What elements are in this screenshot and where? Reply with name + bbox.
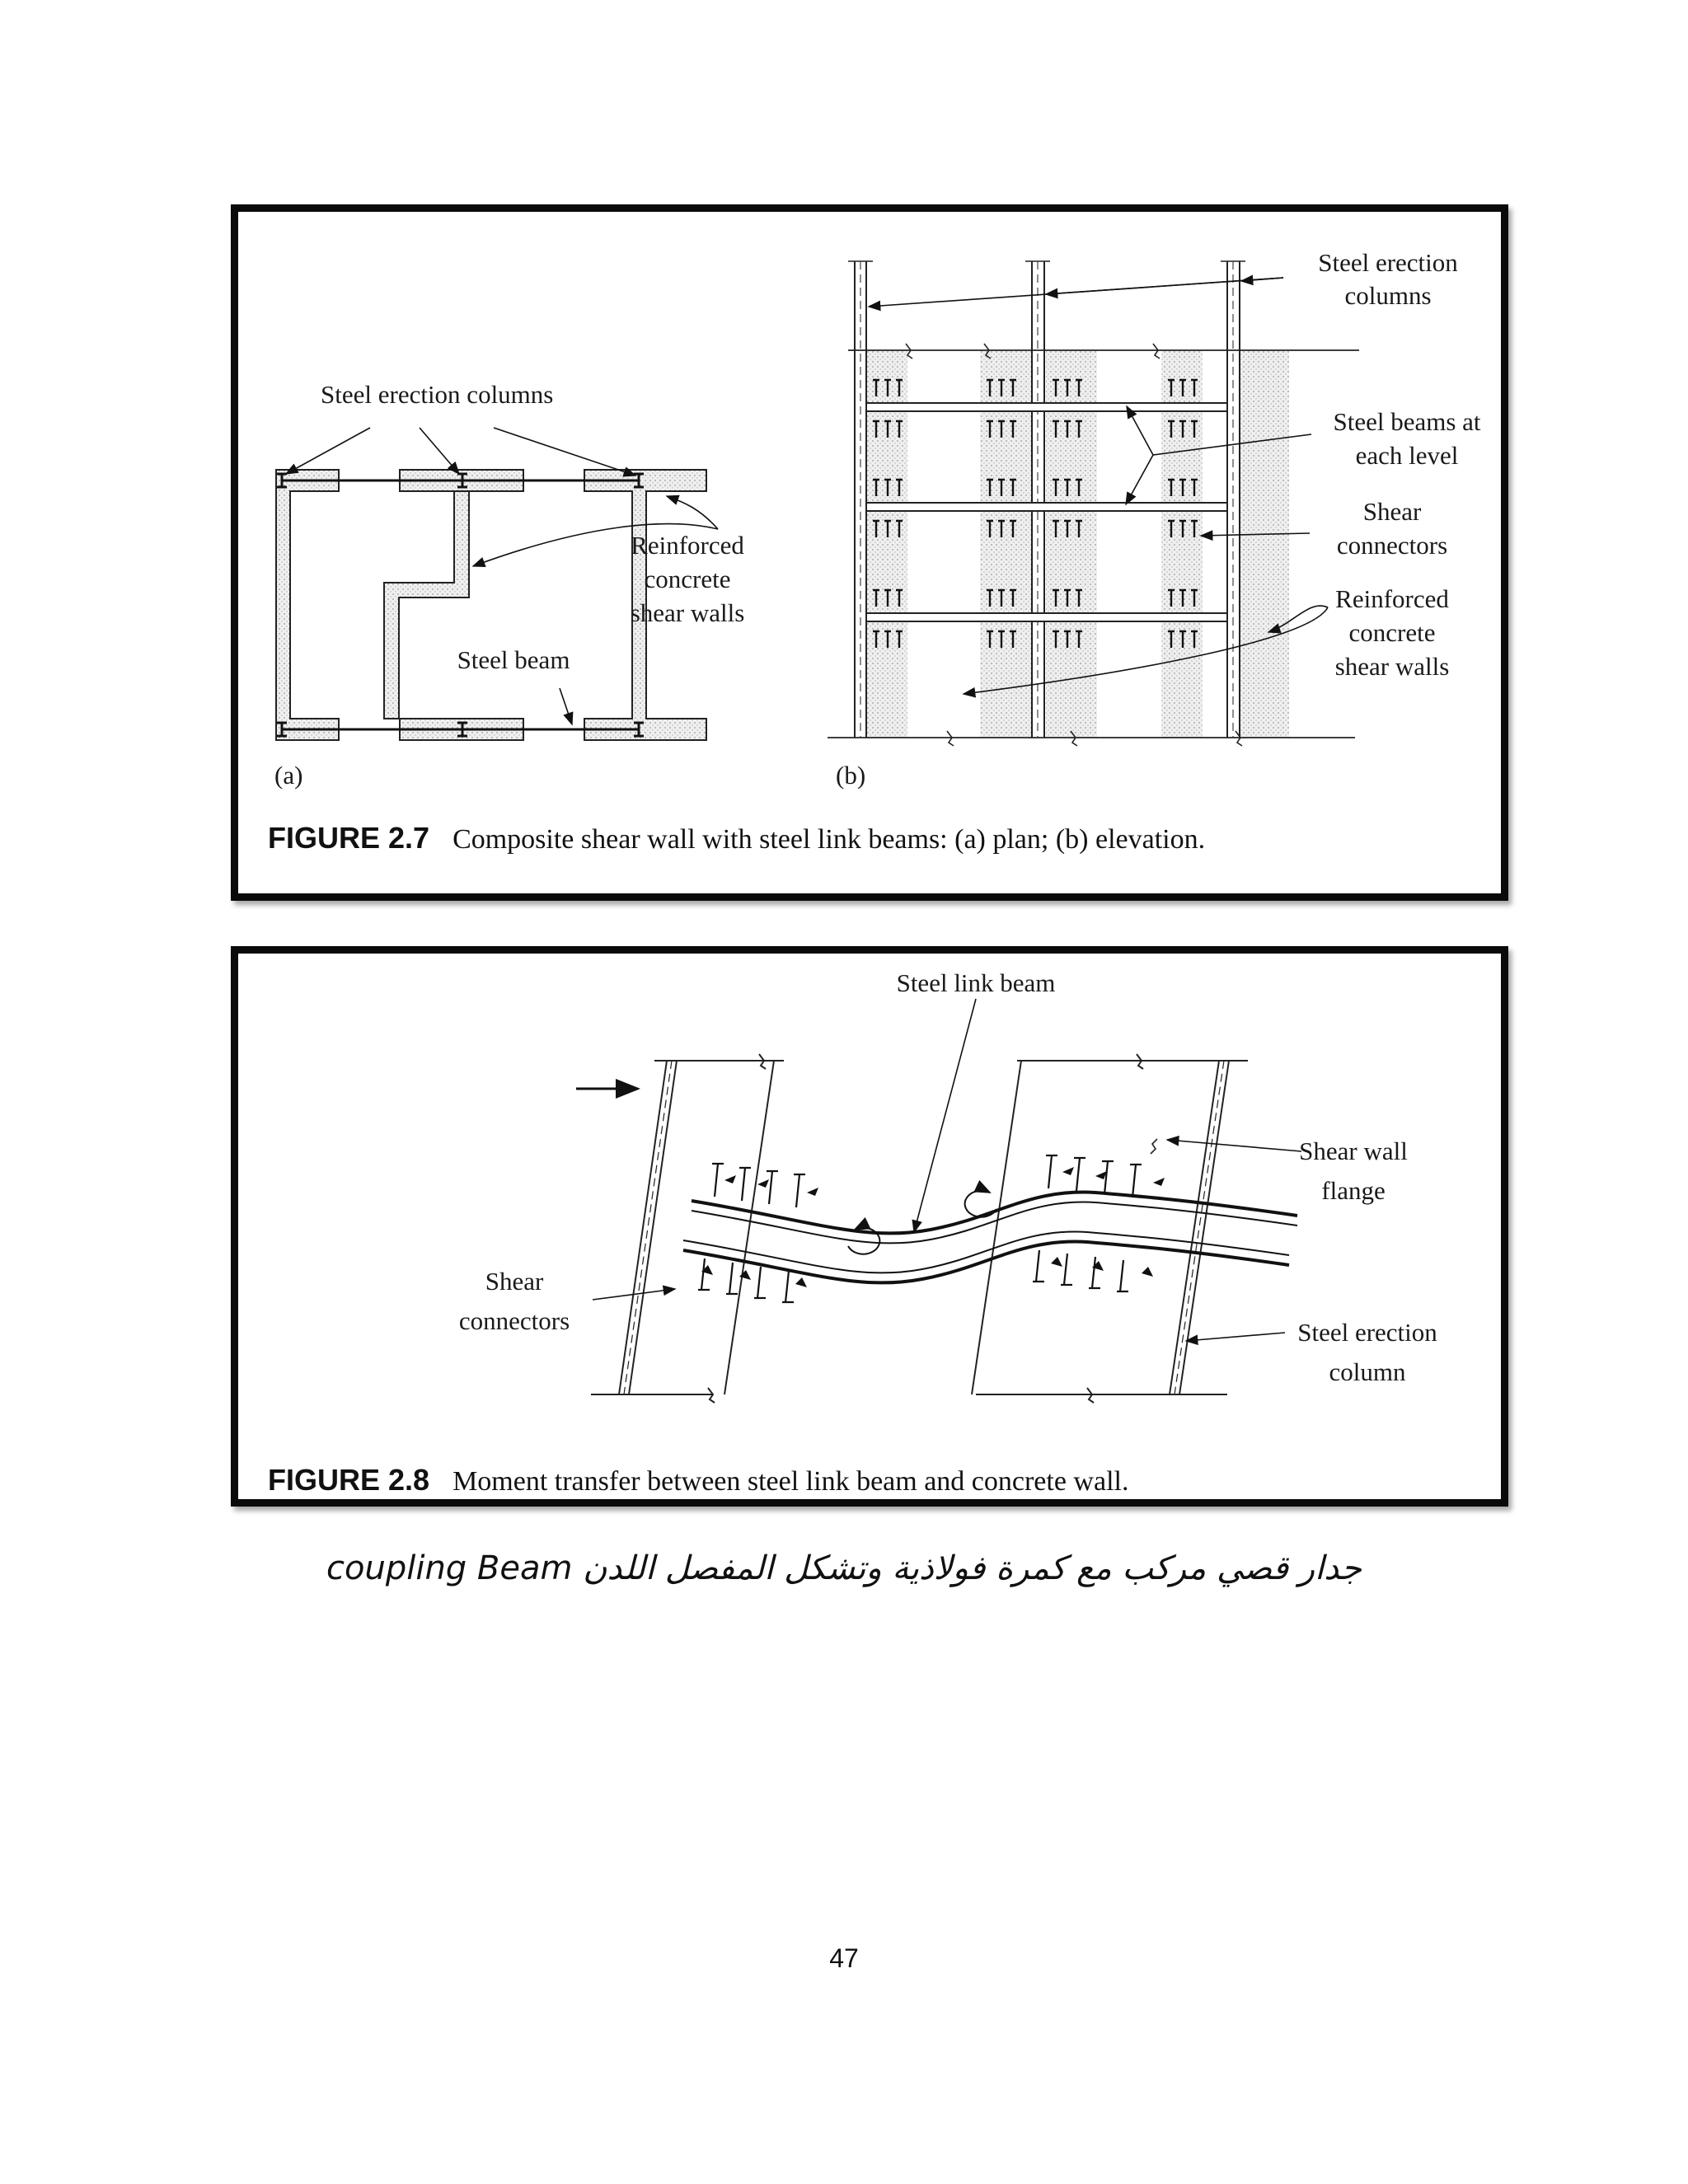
figure-2-7-frame bbox=[231, 204, 1508, 901]
elevation-shear-connectors bbox=[873, 380, 1198, 648]
shear-connectors-label-1: Shear bbox=[485, 1267, 544, 1296]
elevation-connectors-label-2: connectors bbox=[1336, 531, 1448, 560]
right-wall bbox=[972, 1054, 1248, 1403]
shear-wall-flange-label-2: flange bbox=[1321, 1176, 1386, 1205]
elevation-columns-label-1: Steel erection bbox=[1318, 248, 1458, 277]
figure-2-7-drawing bbox=[238, 212, 1501, 893]
elevation-panel-label: (b) bbox=[836, 761, 866, 790]
elevation-connectors-label-1: Shear bbox=[1362, 497, 1422, 526]
shear-wall-flange-label-1: Shear wall bbox=[1299, 1137, 1408, 1165]
elevation-view bbox=[828, 248, 1481, 790]
plan-panel-label: (a) bbox=[274, 761, 303, 790]
figure-2-8-frame bbox=[231, 946, 1508, 1507]
plan-view bbox=[274, 380, 744, 790]
elevation-columns-label-2: columns bbox=[1344, 281, 1432, 310]
figure-2-8-caption-text: Moment transfer between steel link beam and concrete wall. bbox=[452, 1466, 1129, 1497]
left-wall bbox=[591, 1054, 784, 1403]
arabic-caption: جدار قصي مركب مع كمرة فولاذية وتشكل المفصل اللدن coupling Beam bbox=[326, 1549, 1362, 1587]
page-number: 47 bbox=[829, 1943, 859, 1973]
plan-left-wall bbox=[276, 470, 339, 740]
figure-2-8-caption-number: FIGURE 2.8 bbox=[268, 1463, 430, 1497]
steel-erection-column-label-2: column bbox=[1329, 1357, 1406, 1386]
figure-2-7-caption-number: FIGURE 2.7 bbox=[268, 821, 430, 855]
plan-reinforced-label-2: concrete bbox=[644, 565, 731, 593]
elevation-walls-label-1: Reinforced bbox=[1335, 584, 1449, 613]
shear-connectors-label-2: connectors bbox=[458, 1306, 570, 1335]
flange-break-mark bbox=[1151, 1139, 1157, 1154]
figure-2-8-caption bbox=[268, 1463, 1128, 1497]
plan-middle-web bbox=[384, 491, 469, 719]
elevation-walls-label-3: shear walls bbox=[1334, 652, 1450, 681]
elevation-walls-label-2: concrete bbox=[1348, 618, 1436, 647]
figure-2-8-drawing bbox=[238, 954, 1501, 1499]
plan-reinforced-label-1: Reinforced bbox=[631, 531, 744, 560]
plan-reinforced-label-3: shear walls bbox=[630, 598, 745, 627]
steel-erection-column-label-1: Steel erection bbox=[1297, 1318, 1437, 1347]
figure-2-7-caption-text: Composite shear wall with steel link beams: (a) plan; (b) elevation. bbox=[452, 824, 1206, 855]
plan-steel-erection-columns-label: Steel erection columns bbox=[321, 380, 554, 409]
figure-2-7-caption bbox=[268, 821, 1205, 855]
elevation-beams-label-1: Steel beams at bbox=[1333, 407, 1481, 436]
plan-steel-beam-label: Steel beam bbox=[457, 645, 570, 674]
steel-link-beam-label: Steel link beam bbox=[896, 968, 1056, 997]
elevation-beams-label-2: each level bbox=[1355, 441, 1459, 470]
